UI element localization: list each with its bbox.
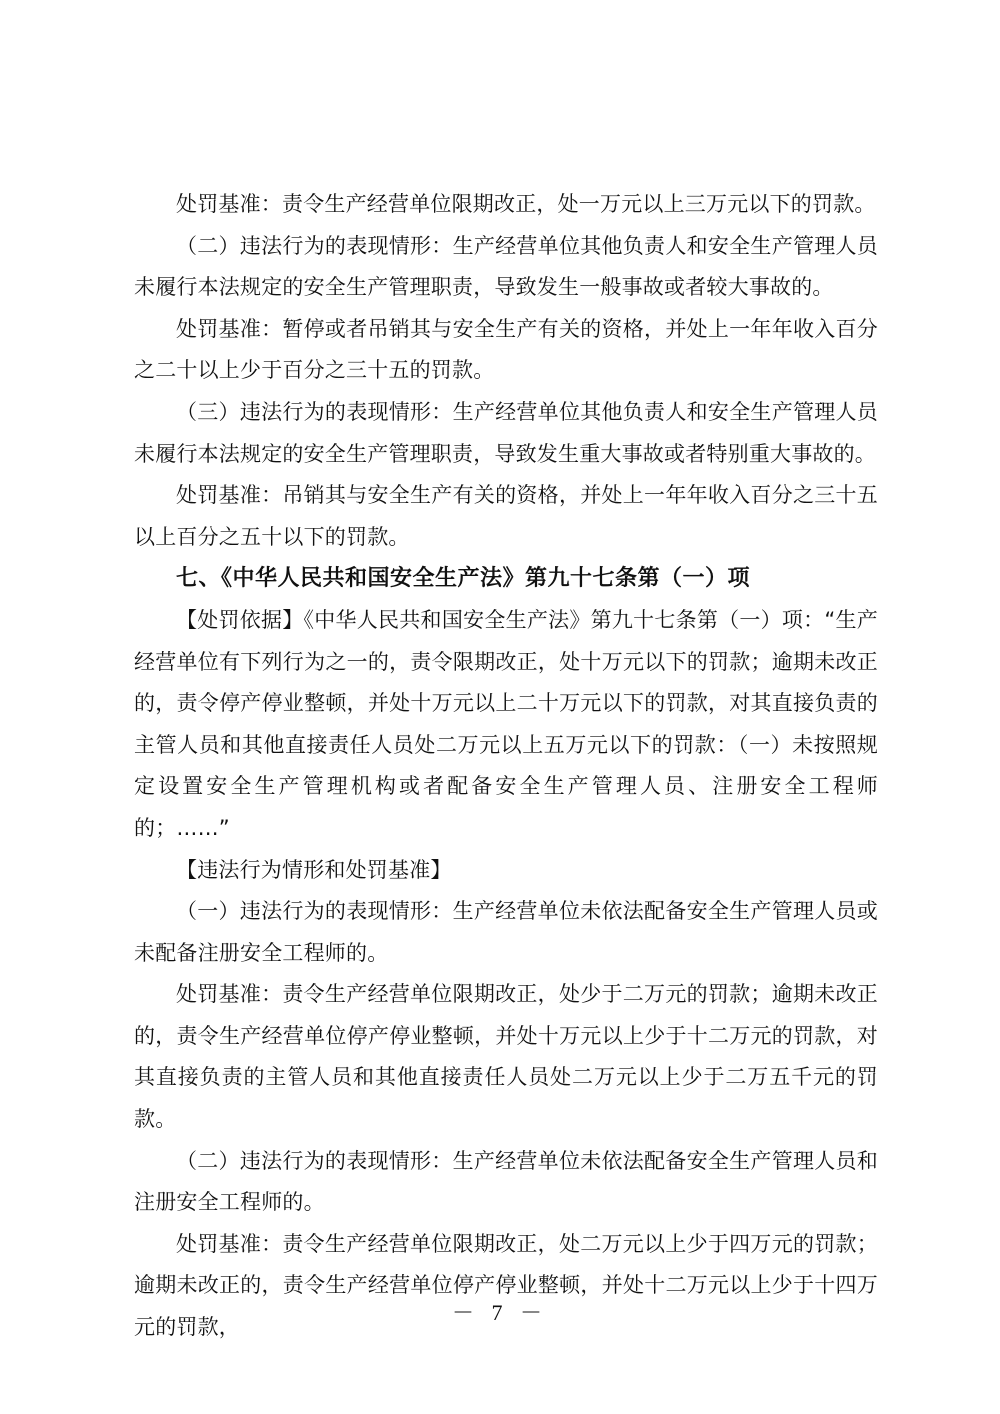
paragraph: 处罚基准：吊销其与安全生产有关的资格，并处上一年年收入百分之三十五以上百分之五十以下的罚款。 [134, 483, 878, 549]
paragraph: 处罚基准：责令生产经营单位限期改正，处二万元以上少于四万元的罚款；逾期未改正的，责令生产经营单位停产停业整顿，并处十二万元以上少于十四万元的罚款， [134, 1231, 878, 1340]
paragraph: （二）违法行为的表现情形：生产经营单位其他负责人和安全生产管理人员未履行本法规定的安全生产管理职责，导致发生一般事故或者较大事故的。 [134, 233, 878, 300]
section-heading: 七、《中华人民共和国安全生产法》第九十七条第（一）项 [176, 565, 751, 592]
paragraph: （二）违法行为的表现情形：生产经营单位未依法配备安全生产管理人员和注册安全工程师的。 [134, 1148, 878, 1215]
paragraph: 处罚基准：暂停或者吊销其与安全生产有关的资格，并处上一年年收入百分之二十以上少于百分之三十五的罚款。 [134, 316, 878, 383]
paragraph: 【违法行为情形和处罚基准】 [176, 857, 452, 882]
document-body [134, 184, 878, 1349]
paragraph: 【处罚依据】《中华人民共和国安全生产法》第九十七条第（一）项：“生产经营单位有下列行为之一的，责令限期改正，处十万元以下的罚款；逾期未改正的，责令停产停业整顿，并处十万元以上二十万元以下的罚款，对其直接负责的主管人员和其他直接责任人员处二万元以上五万元以下的罚款：（一）未按照规定设置安全生产管理机构或者配备安全生产管理人员、注册安全工程师的；……” [134, 607, 878, 840]
paragraph: （一）违法行为的表现情形：生产经营单位未依法配备安全生产管理人员或未配备注册安全工程师的。 [134, 899, 878, 965]
paragraph: （三）违法行为的表现情形：生产经营单位其他负责人和安全生产管理人员未履行本法规定的安全生产管理职责，导致发生重大事故或者特别重大事故的。 [134, 399, 878, 466]
page-number: － 7 － [451, 1300, 548, 1325]
paragraph: 处罚基准：责令生产经营单位限期改正，处少于二万元的罚款；逾期未改正的，责令生产经营单位停产停业整顿，并处十万元以上少于十二万元的罚款，对其直接负责的主管人员和其他直接责任人员处二万元以上少于二万五千元的罚款。 [134, 982, 878, 1132]
paragraph: 处罚基准：责令生产经营单位限期改正，处一万元以上三万元以下的罚款。 [176, 192, 876, 216]
